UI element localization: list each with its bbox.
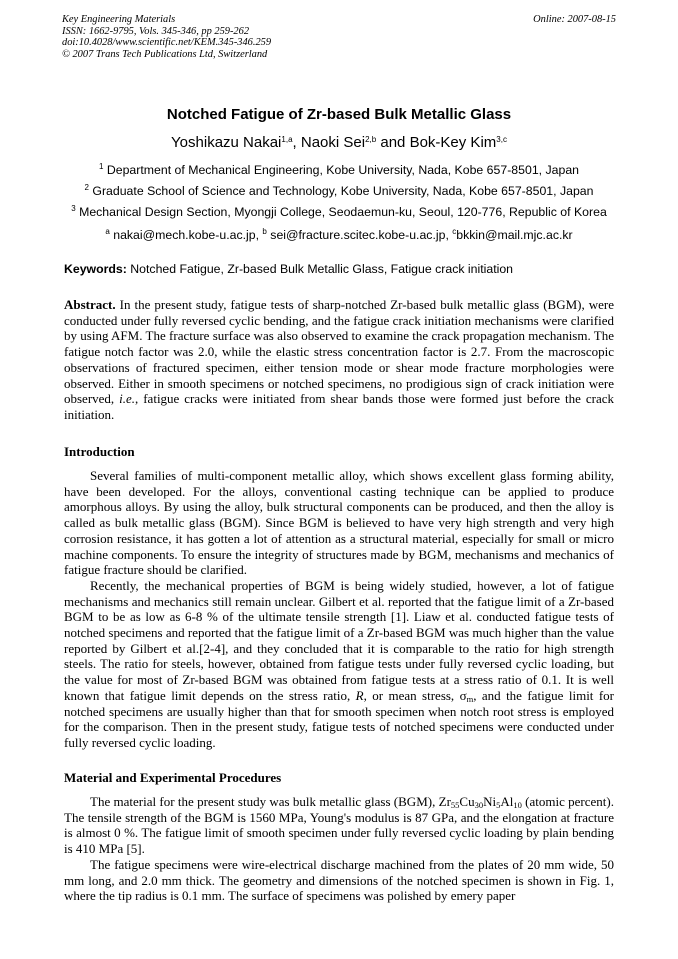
affiliation <box>0 163 678 177</box>
author-name: Bok-Key Kim <box>409 134 497 151</box>
author-name: Naoki Sei <box>300 134 366 151</box>
affiliation-number: 1 <box>99 162 104 171</box>
email-superscript: b <box>262 227 267 236</box>
element-symbol: Al <box>500 794 514 809</box>
paper-title: Notched Fatigue of Zr-based Bulk Metallic Glass <box>166 106 512 123</box>
author-name: Yoshikazu Nakai <box>171 134 282 151</box>
abstract-text: In the present study, fatigue tests of sharp-notched Zr-based bulk metallic glass (BGM), were conducted under fully reversed cyclic bending, and the fatigue crack initiation mechanisms were clarified by using AFM. The fracture surface was also observed to examine the crack propagation mechanism. The fatigue notch factor was 2.0, while the elastic stress concentration factor is 2.7. From the macroscopic observations of fractured specimen, either tension mode or shear mode fracture morphologies were observed. Either in smooth specimens or notched specimens, no prodigious sign of crack initiation were observed, <box>64 297 614 407</box>
paragraph-text: , and the fatigue limit for notched specimens are usually higher than that for smooth specimen when notch root stress is employed for the comparison. Then in the present study, fatigue tests of notched specimens were conducted under fully reversed cyclic loading. <box>64 687 614 750</box>
paragraph: Several families of multi-component metallic alloy, which shows excellent glass forming ability, have been developed. For the alloys, conventional casting technique can be applied to produce amorphous alloys. By using the alloy, bulk structural components can be produced, and then the alloy is called as bulk metallic glass (BGM). Since BGM is believed to have very high strength and very high corrosion resistance, it has gotten a lot of attention as a structural material, especially for small or micro machine components. To ensure the integrity of structures made by BGM, mechanisms and mechanics of fatigue fracture should be clarified. <box>64 468 614 578</box>
author-list <box>0 134 678 151</box>
paragraph-text: (atomic percent). The tensile strength of the BGM is 1560 MPa, Young's modulus is 87 GPa, and the elongation at fracture is almost 0 %. The fatigue limit of smooth specimen under fully reversed cyclic loading by plain bending is 410 MPa [5]. <box>64 794 614 857</box>
keywords-text: Notched Fatigue, Zr-based Bulk Metallic Glass, Fatigue crack initiation <box>126 262 514 276</box>
affiliation-text: Graduate School of Science and Technology, Kobe University, Nada, Kobe 657-8501, Japan <box>88 184 594 198</box>
affiliation <box>0 205 678 219</box>
subscript: 55 <box>450 800 460 810</box>
materials-body <box>64 794 614 904</box>
element-symbol: Ni <box>483 794 497 809</box>
subscript: 30 <box>474 800 484 810</box>
issn-line: ISSN: 1662-9795, Vols. 345-346, pp 259-262 <box>62 25 250 37</box>
keywords <box>64 262 513 276</box>
journal-name: Key Engineering Materials <box>62 14 176 25</box>
journal-header <box>62 14 271 60</box>
email-address: sei@fracture.scitec.kobe-u.ac.jp, <box>266 228 453 242</box>
section-heading-materials: Material and Experimental Procedures <box>64 770 282 785</box>
email-address: nakai@mech.kobe-u.ac.jp, <box>109 228 263 242</box>
paragraph: The fatigue specimens were wire-electrical discharge machined from the plates of 20 mm wide, 50 mm long, and 2.0 mm thick. The geometry and dimensions of the notched specimen is shown in Fig. 1, where the tip radius is 0.1 mm. The surface of specimens was polished by emery paper <box>64 856 614 904</box>
email-superscript: a <box>105 227 110 236</box>
author-superscript: 1,a <box>281 135 293 144</box>
paragraph-text: , or mean stress, σ <box>363 687 467 703</box>
abstract-ie: i.e. <box>119 391 136 407</box>
doi-line: doi:10.4028/www.scientific.net/KEM.345-346.259 <box>62 37 272 49</box>
introduction-body <box>64 468 614 751</box>
email-line <box>0 228 678 242</box>
abstract-label: Abstract. <box>64 297 116 312</box>
symbol-r: R <box>355 687 364 703</box>
subscript: 5 <box>496 800 501 810</box>
paragraph-text: Recently, the mechanical properties of BGM is being widely studied, however, a lot of fatigue mechanisms and mechanics still remain unclear. Gilbert et al. reported that the fatigue limit of a Zr-based BGM to be as low as 6-8 % of the ultimate tensile strength [1]. Liaw et al. conducted fatigue tests of notched specimens and reported that the fatigue limit of a Zr-based BGM was much higher than the value reported by Gilbert et al.[2-4], and they concluded that it is comparable to the ratio for high strength steels. The ratio for steels, however, obtained from fatigue tests under fully reversed cyclic loading, but the value for most of Zr-based BGM was obtained from fatigue tests at a stress ratio of 0.1. It is well known that fatigue limit depends on the stress ratio, <box>64 577 614 703</box>
section-heading-introduction: Introduction <box>64 444 135 459</box>
author-superscript: 2,b <box>365 135 377 144</box>
subscript-m: m <box>466 693 474 704</box>
abstract <box>64 297 614 423</box>
email-address: bkkin@mail.mjc.ac.kr <box>456 228 573 242</box>
author-superscript: 3,c <box>496 135 507 144</box>
author-separator: , <box>292 134 301 151</box>
online-date: Online: 2007-08-15 <box>533 14 616 25</box>
email-superscript: c <box>452 227 457 236</box>
abstract-text: , fatigue cracks were initiated from shear bands those were formed just before the crack initiation. <box>64 391 614 422</box>
subscript: 10 <box>513 800 522 810</box>
affiliation-number: 2 <box>84 183 89 192</box>
affiliation <box>0 184 678 198</box>
paragraph <box>64 794 614 857</box>
paragraph <box>64 578 614 751</box>
affiliation-text: Department of Mechanical Engineering, Kobe University, Nada, Kobe 657-8501, Japan <box>103 163 579 177</box>
author-separator: and <box>376 134 410 151</box>
affiliation-number: 3 <box>71 204 76 213</box>
element-symbol: Cu <box>459 794 475 809</box>
copyright-line: © 2007 Trans Tech Publications Ltd, Switzerland <box>62 48 268 60</box>
paragraph-text: The material for the present study was bulk metallic glass (BGM), Zr <box>90 794 451 809</box>
keywords-label: Keywords: <box>64 262 127 276</box>
affiliation-text: Mechanical Design Section, Myongji College, Seodaemun-ku, Seoul, 120-776, Republic of Korea <box>75 205 607 219</box>
